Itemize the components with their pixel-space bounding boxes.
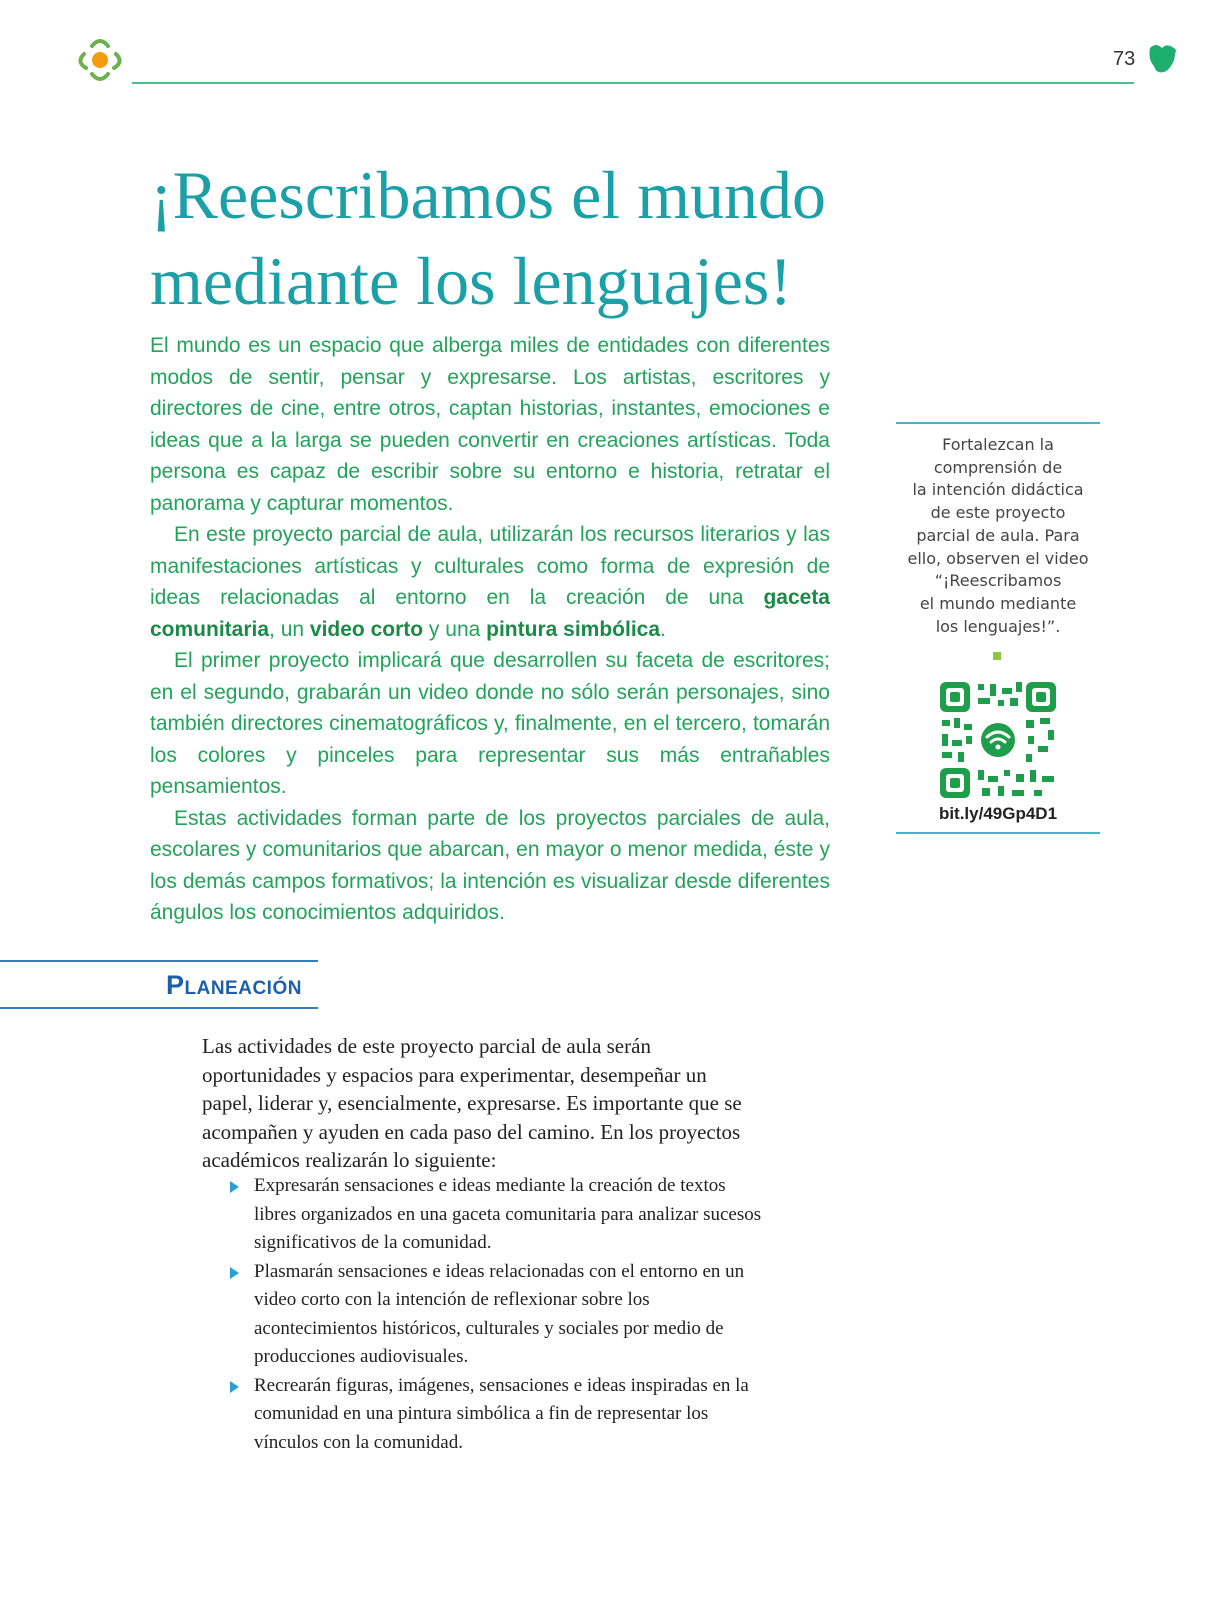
- flower-logo-icon: [72, 32, 128, 88]
- intro-paragraph-1: El mundo es un espacio que alberga miles de entidades con diferentes modos de sentir, pensar y expresarse. Los artistas, escritores y directores de cine, entre otros, captan historias, instantes, emociones e ideas que a la larga se pueden convertir en creaciones artísticas. Toda persona es capaz de escribir sobre su entorno e historia, retratar el panorama y capturar momentos.: [150, 334, 830, 515]
- intro-p2-text-e: .: [660, 617, 666, 641]
- list-item-text: Recrearán figuras, imágenes, sensaciones e ideas inspiradas en la comunidad en una pintura simbólica a fin de representar los vínculos con la comunidad.: [254, 1374, 749, 1453]
- sidebar-top-rule: [896, 422, 1100, 424]
- planning-body: [202, 1032, 762, 1175]
- intro-paragraph-2: [150, 519, 830, 645]
- sidebar-line: parcial de aula. Para: [916, 525, 1080, 545]
- sidebar-line: comprensión de: [933, 457, 1063, 477]
- triangle-bullet-icon: [230, 1181, 239, 1193]
- intro-paragraph-3: El primer proyecto implicará que desarrollen su faceta de escritores; en el segundo, grabarán un video donde no sólo serán personajes, sino también directores cinematográficos y, finalmente, en el tercero, tomarán los colores y pinceles para representar sus más entrañables pensamientos.: [150, 649, 830, 798]
- title-line-1: ¡Reescribamos el mundo: [150, 157, 827, 233]
- planning-list: [228, 1172, 768, 1457]
- sidebar-note: [896, 434, 1100, 638]
- planning-paragraph: Las actividades de este proyecto parcial de aula serán oportunidades y espacios para experimentar, desempeñar un papel, liderar y, esencialmente, expresarse. Es importante que se acompañen y ayuden en cada paso del camino. En los proyectos académicos realizarán lo siguiente:: [202, 1034, 742, 1172]
- section-rule-bottom: [0, 1007, 318, 1009]
- section-heading: Planeación: [166, 970, 302, 1000]
- intro-p2-bold-pintura: pintura simbólica: [486, 617, 661, 641]
- sidebar-line: los lenguajes!”.: [935, 616, 1061, 636]
- intro-text: [150, 330, 830, 929]
- list-item-text: Expresarán sensaciones e ideas mediante la creación de textos libres organizados en una gaceta comunitaria para analizar sucesos significativos de la comunidad.: [254, 1175, 762, 1253]
- title-line-2: mediante los lenguajes!: [150, 243, 793, 319]
- page-title: [150, 152, 890, 324]
- section-rule-top: [0, 960, 318, 962]
- header-divider: [132, 82, 1134, 84]
- intro-paragraph-4: Estas actividades forman parte de los proyectos parciales de aula, escolares y comunitarios que abarcan, en mayor o menor medida, éste y los demás campos formativos; la intención es visualizar desde diferentes ángulos los conocimientos adquiridos.: [150, 806, 830, 924]
- sidebar-line: de este proyecto: [930, 503, 1066, 523]
- intro-p2-text-c: , un: [269, 617, 310, 641]
- triangle-bullet-icon: [230, 1267, 239, 1279]
- green-glyph-icon: [1146, 40, 1180, 76]
- list-item: [228, 1258, 768, 1372]
- list-item: [228, 1172, 768, 1258]
- intro-p2-text-a: En este proyecto parcial de aula, utilizarán los recursos literarios y las manifestaciones artísticas y culturales como forma de expresión de ideas relacionadas al entorno en la creación de una: [150, 523, 830, 609]
- sidebar-line: la intención didáctica: [912, 480, 1084, 500]
- intro-p2-bold-video: video corto: [309, 617, 424, 641]
- sidebar-line: “¡Reescribamos: [934, 571, 1062, 591]
- sidebar-bottom-rule: [896, 832, 1100, 834]
- sidebar-line: el mundo mediante: [919, 593, 1077, 613]
- intro-p2-bold-gaceta: gaceta comunitaria: [150, 586, 830, 641]
- page-number: 73: [1113, 48, 1136, 70]
- sidebar-line: ello, observen el video: [907, 548, 1089, 568]
- separator-dot: [993, 652, 1001, 660]
- intro-p2-text-d: y una: [423, 617, 487, 641]
- list-item: [228, 1372, 768, 1458]
- triangle-bullet-icon: [230, 1381, 239, 1393]
- video-short-link[interactable]: bit.ly/49Gp4D1: [938, 804, 1058, 823]
- sidebar-line: Fortalezcan la: [942, 435, 1054, 454]
- list-item-text: Plasmarán sensaciones e ideas relacionadas con el entorno en un video corto con la intención de reflexionar sobre los acontecimientos históricos, culturales y sociales por medio de producciones audiovisuales.: [254, 1260, 745, 1367]
- qr-code-icon[interactable]: [938, 680, 1058, 800]
